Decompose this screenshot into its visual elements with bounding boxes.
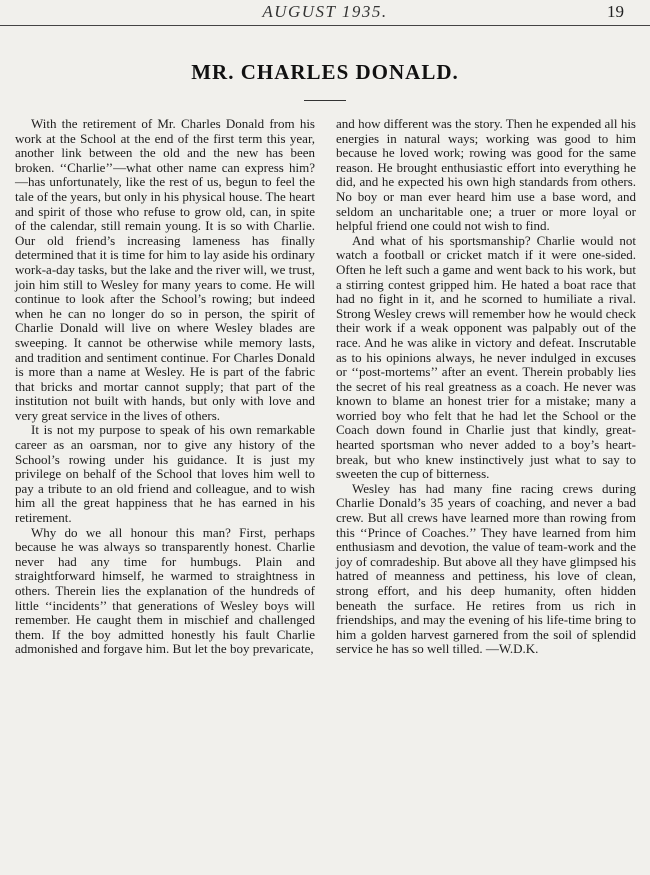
paragraph: And what of his sportsmanship? Charlie would not watch a football or cricket match if it were one-sided. Often he left such a game and went back to his work, but a stirring contest gripped him. He hated a boat race that had no fight in it, and he scorned to humiliate a rival. Strong Wesley crews will remember how he would check their work if a weak opponent was palpably out of the race. And he was alike in victory and defeat. Inscrutable as to his opinions always, he never indulged in excuses or ‘‘post-mortems’’ after an event. Therein probably lies the secret of his real greatness as a coach. He never was known to blame an honest trier for a mistake; many a worried boy who felt that he had let the School or the Coach down found in Charlie just that kindly, great-hearted sportsman who never added to a boy’s heart-break, but who knew instinctively just what to say to sweeten the cup of bitterness.: [336, 232, 636, 482]
header-rule: [0, 25, 650, 26]
paragraph: Why do we all honour this man? First, perhaps because he was always so transparently honest. Charlie never had any time for humbugs. Plain and straightforward himself, he warmed to straightness in others. Therein lies the explanation of the hundreds of little ‘‘incidents’’ that generations of Wesley boys will remember. He caught them in mischief and challenged them. If the boy admitted honestly his fault Charlie admonished and forgave him. But let the boy prevaricate,: [15, 524, 315, 657]
left-column: [15, 117, 315, 657]
article-title: MR. CHARLES DONALD.: [191, 60, 459, 84]
paragraph-continued: and how different was the story. Then he expended all his energies in natural ways; working was good to him because he loved work; rowing was good for the same reason. He brought enthusiastic effort into everything he did, and he expected his own high standards from others. No boy or man ever heard him use a base word, and seldom an uncharitable one; a truer or more loyal or helpful friend one could not wish to find.: [336, 116, 636, 234]
title-rule: [304, 100, 346, 101]
paragraph: It is not my purpose to speak of his own remarkable career as an oarsman, nor to give any history of the School’s rowing under his guidance. It is just my privilege on behalf of the School that loves him well to pay a tribute to an old friend and colleague, and to wish him all the great happiness that he has earned in his retirement.: [15, 422, 315, 526]
paragraph: Wesley has had many fine racing crews during Charlie Donald’s 35 years of coaching, and never a bad crew. But all crews have learned more than rowing from this ‘‘Prince of Coaches.’’ They have learned from him enthusiasm and devotion, the value of team-work and the joy of comradeship. But above all they have glimpsed his hatred of meanness and pettiness, his love of clean, strong effort, and his deep humanity, often hidden beneath the surface. He retires from us rich in friendships, and may the evening of his life-time bring to him a golden harvest garnered from the soil of splendid service he has so well tilled. —W.D.K.: [336, 480, 636, 657]
right-column: [336, 117, 636, 657]
running-title: AUGUST 1935.: [262, 2, 388, 21]
page-number: 19: [607, 2, 624, 21]
running-header: [0, 0, 650, 30]
paragraph: With the retirement of Mr. Charles Donald from his work at the School at the end of the first term this year, another link between the old and the new has been broken. ‘‘Charlie’’—what other name can express him?—has unfortunately, like the rest of us, begun to feel the tale of the years, but only in his physical house. The heart and spirit of those who refuse to grow old, can, in spite of the calendar, still remain young. It is so with Charlie. Our old friend’s increasing lameness has finally determined that it is time for him to lay aside his ordinary work-a-day tasks, but the lake and the river will, we trust, join him still to Wesley for many years to come. He will continue to look after the School’s rowing; but indeed when he can no longer do so in person, the spirit of Charlie Donald will live on where Wesley blades are sweeping. It cannot be otherwise while memory lasts, and tradition and sentiment continue. For Charles Donald is more than a name at Wesley. He is part of the fabric that bricks and mortar cannot supply; that part of the institution not built with hands, but only with love and very great service in the lives of others.: [15, 116, 316, 423]
